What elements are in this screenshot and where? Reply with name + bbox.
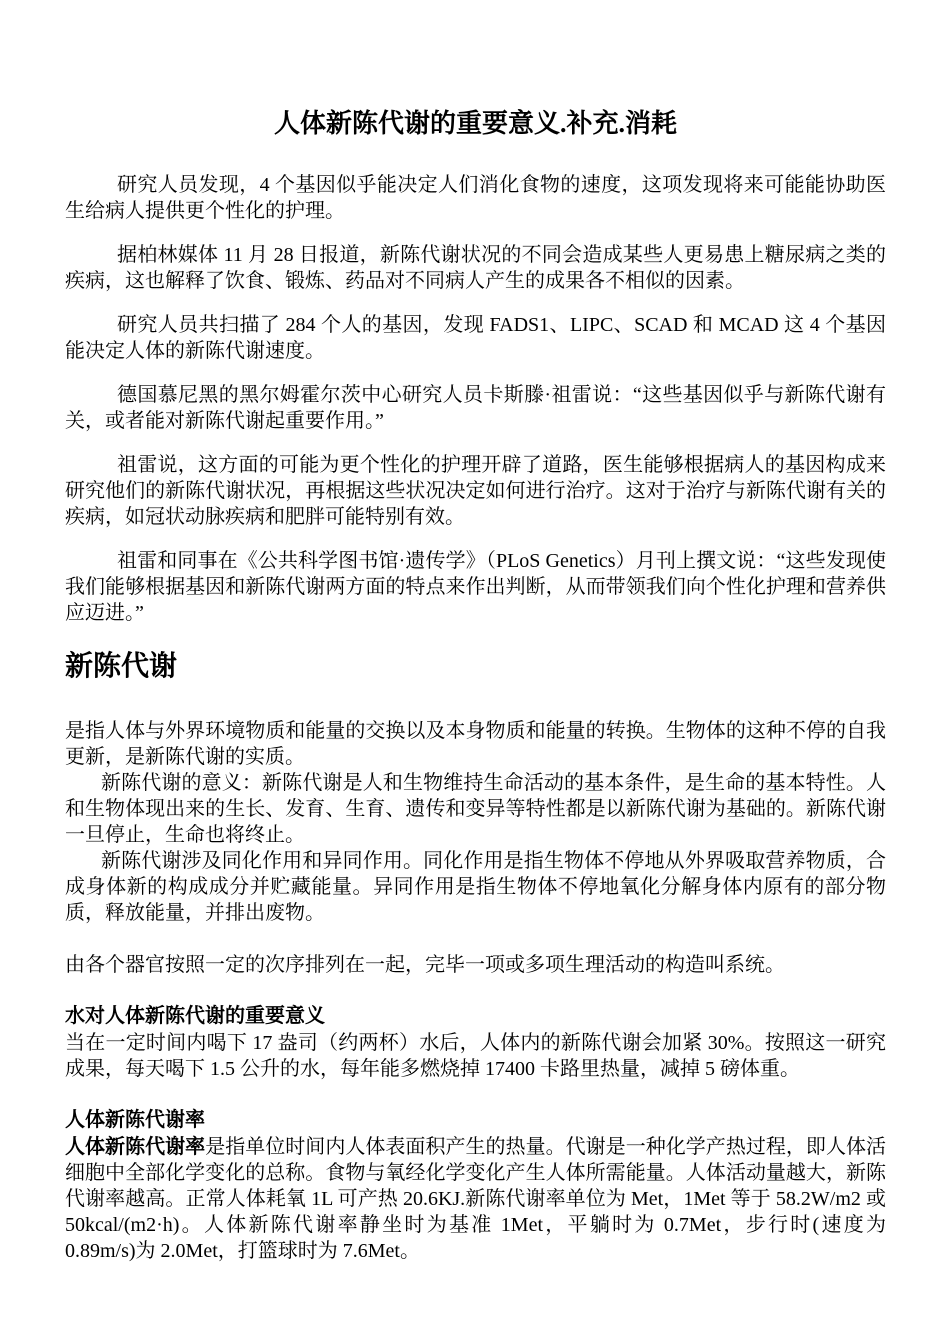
rate-section-paragraph [65,1134,886,1264]
intro-paragraph-researcher-quote: 德国慕尼黑的黑尔姆霍尔茨中心研究人员卡斯滕·祖雷说：“这些基因似乎与新陈代谢有关，或者能对新陈代谢起重要作用。” [65,384,886,432]
document-title: 人体新陈代谢的重要意义.补充.消耗 [273,109,677,138]
metabolism-processes-paragraph: 新陈代谢涉及同化作用和异同作用。同化作用是指生物体不停地从外界吸取营养物质，合成身体新的构成成分并贮藏能量。异同作用是指生物体不停地氧化分解身体内原有的部分物质，释放能量，并排出废物。 [65,850,886,924]
water-section-heading: 水对人体新陈代谢的重要意义 [65,1005,325,1027]
intro-section [65,172,886,626]
rate-body-text: 是指单位时间内人体表面积产生的热量。代谢是一种化学产热过程，即人体活细胞中全部化学变化的总称。食物与氧经化学变化产生人体所需能量。人体活动量越大，新陈代谢率越高。正常人体耗氧 1L 可产热 20.6KJ.新陈代谢率单位为 Met，1Met 等于 58.2W/m2 或 50kcal/(m2·h)。人体新陈代谢率静坐时为基准 1Met，平躺时为 0.7Met，步行时(速度为 0.89m/s)为 2.0Met，打篮球时为 7.6Met。 [65,1136,887,1262]
metabolism-section [65,718,886,978]
metabolism-definition-paragraph: 是指人体与外界环境物质和能量的交换以及本身物质和能量的转换。生物体的这种不停的自我更新，是新陈代谢的实质。 [65,720,886,768]
organ-system-paragraph: 由各个器官按照一定的次序排列在一起，完毕一项或多项生理活动的构造叫系统。 [65,954,785,976]
intro-paragraph-personalized-care: 祖雷说，这方面的可能为更个性化的护理开辟了道路，医生能够根据病人的基因构成来研究他们的新陈代谢状况，再根据这些状况决定如何进行治疗。这对于治疗与新陈代谢有关的疾病，如冠状动脉疾病和肥胖可能特别有效。 [65,454,886,528]
water-section-paragraph: 当在一定时间内喝下 17 盎司（约两杯）水后，人体内的新陈代谢会加紧 30%。按照这一研究成果，每天喝下 1.5 公升的水，每年能多燃烧掉 17400 卡路里热量，减掉 5 磅体重。 [65,1032,886,1080]
rate-section-heading: 人体新陈代谢率 [65,1109,205,1131]
intro-paragraph-gene-scan: 研究人员共扫描了 284 个人的基因，发现 FADS1、LIPC、SCAD 和 MCAD 这 4 个基因能决定人体的新陈代谢速度。 [65,314,886,362]
rate-lead-text: 人体新陈代谢率 [65,1136,206,1158]
intro-paragraph-plos-genetics: 祖雷和同事在《公共科学图书馆·遗传学》（PLoS Genetics）月刊上撰文说：“这些发现使我们能够根据基因和新陈代谢两方面的特点来作出判断，从而带领我们向个性化护理和营养供应迈进。” [65,550,886,624]
metabolism-meaning-paragraph: 新陈代谢的意义：新陈代谢是人和生物维持生命活动的基本条件，是生命的基本特性。人和生物体现出来的生长、发育、生育、遗传和变异等特性都是以新陈代谢为基础的。新陈代谢一旦停止，生命也将终止。 [65,772,886,846]
section-heading-metabolism: 新陈代谢 [65,651,178,682]
intro-paragraph-genes: 研究人员发现，4 个基因似乎能决定人们消化食物的速度，这项发现将来可能能协助医生给病人提供更个性化的护理。 [65,174,886,222]
intro-paragraph-berlin-report: 据柏林媒体 11 月 28 日报道，新陈代谢状况的不同会造成某些人更易患上糖尿病之类的疾病，这也解释了饮食、锻炼、药品对不同病人产生的成果各不相似的因素。 [65,244,886,292]
